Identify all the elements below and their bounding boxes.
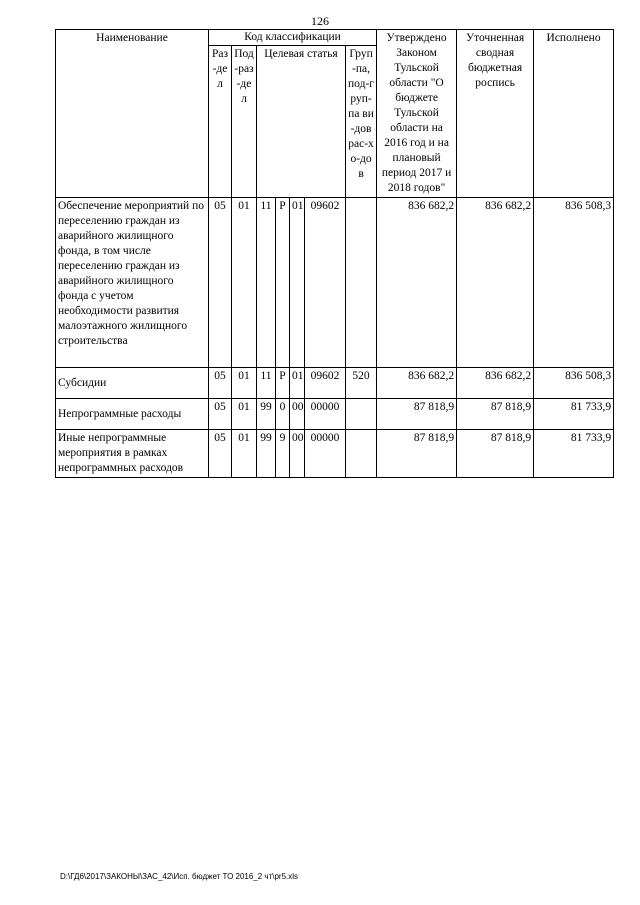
table-row (56, 399, 614, 430)
row-target-part4: 00000 (305, 430, 346, 478)
row-group (346, 399, 377, 430)
row-name: Иные непрограммные мероприятия в рамках непрограммных расходов (56, 430, 209, 478)
row-target-part2: Р (276, 198, 290, 368)
row-target-part3: 01 (290, 198, 305, 368)
row-subsection: 01 (232, 368, 257, 399)
header-row-1 (56, 30, 614, 46)
row-subsection: 01 (232, 430, 257, 478)
row-group (346, 198, 377, 368)
row-section: 05 (209, 399, 232, 430)
header-subsection: Под-раз-дел (232, 46, 257, 198)
row-target-part1: 11 (257, 198, 276, 368)
row-section: 05 (209, 368, 232, 399)
row-executed: 836 508,3 (534, 368, 614, 399)
row-name: Непрограммные расходы (56, 399, 209, 430)
header-target-article: Целевая статья (257, 46, 346, 198)
row-executed: 836 508,3 (534, 198, 614, 368)
row-group (346, 430, 377, 478)
row-group: 520 (346, 368, 377, 399)
row-target-part1: 99 (257, 430, 276, 478)
row-section: 05 (209, 430, 232, 478)
row-refined: 836 682,2 (457, 368, 534, 399)
header-expense-group: Груп-па, под-груп-па ви-дов рас-хо-дов (346, 46, 377, 198)
row-target-part2: 0 (276, 399, 290, 430)
row-target-part3: 00 (290, 430, 305, 478)
row-target-part2: Р (276, 368, 290, 399)
footer-file-path: D:\ГД6\2017\ЗАКОНЫ\ЗАС_42\Исп. бюджет ТО 2016_2 чт\pr5.xls (60, 872, 299, 881)
row-name: Субсидии (56, 368, 209, 399)
row-approved: 836 682,2 (377, 198, 457, 368)
row-subsection: 01 (232, 399, 257, 430)
row-refined: 87 818,9 (457, 430, 534, 478)
row-approved: 836 682,2 (377, 368, 457, 399)
header-classification-code: Код классификации (209, 30, 377, 46)
budget-table (55, 29, 614, 478)
row-subsection: 01 (232, 198, 257, 368)
row-section: 05 (209, 198, 232, 368)
header-section: Раз-дел (209, 46, 232, 198)
row-target-part4: 09602 (305, 198, 346, 368)
row-refined: 836 682,2 (457, 198, 534, 368)
row-target-part4: 00000 (305, 399, 346, 430)
row-refined: 87 818,9 (457, 399, 534, 430)
header-executed: Исполнено (534, 30, 614, 198)
row-name: Обеспечение мероприятий по переселению граждан из аварийного жилищного фонда, в том числе переселению граждан из аварийного жилищного фонда с учетом необходимости развития малоэтажного жилищного строительства (56, 198, 209, 368)
header-name: Наименование (56, 30, 209, 198)
row-target-part1: 99 (257, 399, 276, 430)
row-target-part3: 00 (290, 399, 305, 430)
row-approved: 87 818,9 (377, 399, 457, 430)
row-target-part2: 9 (276, 430, 290, 478)
table-row (56, 368, 614, 399)
table-row (56, 198, 614, 368)
row-target-part3: 01 (290, 368, 305, 399)
table-row (56, 430, 614, 478)
page-number: 126 (311, 14, 329, 28)
header-refined: Уточненная сводная бюджетная роспись (457, 30, 534, 198)
row-approved: 87 818,9 (377, 430, 457, 478)
row-target-part4: 09602 (305, 368, 346, 399)
row-target-part1: 11 (257, 368, 276, 399)
row-executed: 81 733,9 (534, 430, 614, 478)
header-approved: Утверждено Законом Тульской области "О бюджете Тульской области на 2016 год и на плановый период 2017 и 2018 годов" (377, 30, 457, 198)
row-executed: 81 733,9 (534, 399, 614, 430)
